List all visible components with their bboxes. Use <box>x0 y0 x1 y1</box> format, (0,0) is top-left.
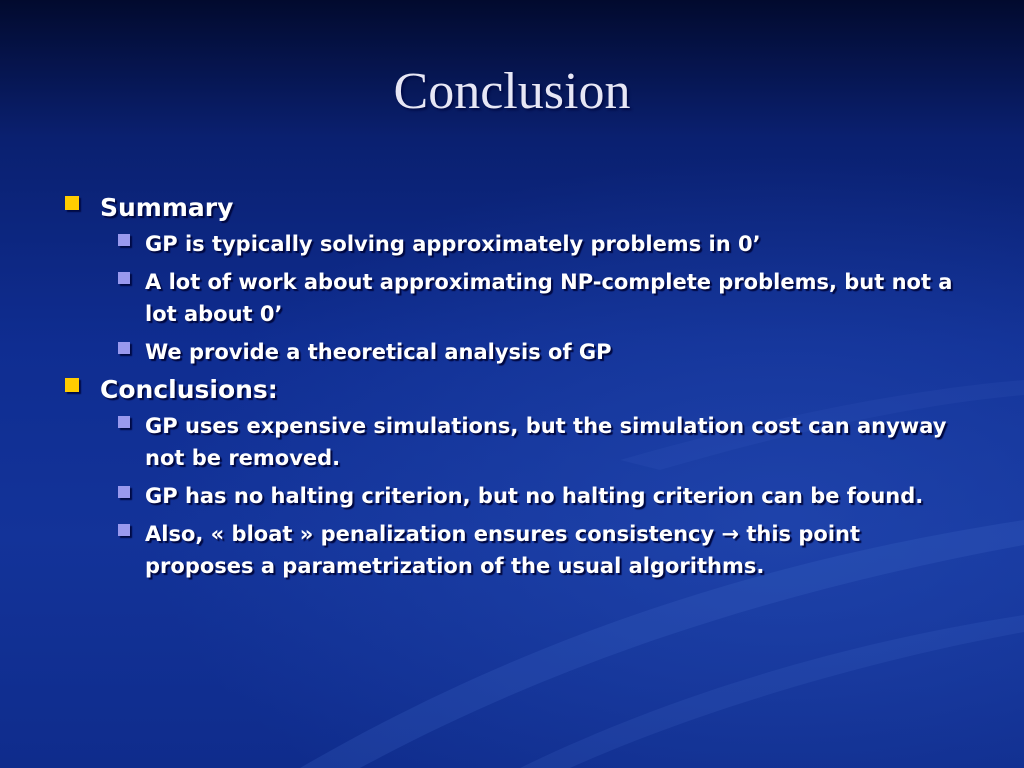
summary-list <box>116 228 962 368</box>
list-item-text: Also, « bloat » penalization ensures consistency → this point proposes a parametrization of the usual algorithms. <box>145 522 861 578</box>
list-item-text: A lot of work about approximating NP-complete problems, but not a lot about 0’ <box>145 270 953 326</box>
list-item-text: GP uses expensive simulations, but the simulation cost can anyway not be removed. <box>145 414 947 470</box>
list-item <box>116 266 955 330</box>
list-item <box>116 336 955 368</box>
square-bullet-icon <box>118 416 130 428</box>
square-bullet-icon <box>118 524 130 536</box>
square-bullet-icon <box>118 342 130 354</box>
section-heading-summary <box>62 192 962 224</box>
section-heading-label: Summary <box>100 193 234 222</box>
slide-content <box>62 192 962 588</box>
list-item-text: GP is typically solving approximately problems in 0’ <box>145 232 761 256</box>
list-item <box>116 410 955 474</box>
slide-title: Conclusion <box>393 63 631 120</box>
list-item-text: We provide a theoretical analysis of GP <box>145 340 612 364</box>
square-bullet-icon <box>118 272 130 284</box>
square-bullet-icon <box>65 196 79 210</box>
list-item <box>116 518 955 582</box>
square-bullet-icon <box>118 234 130 246</box>
section-heading-conclusions <box>62 374 962 406</box>
list-item <box>116 480 955 512</box>
section-heading-label: Conclusions: <box>100 375 278 404</box>
list-item-text: GP has no halting criterion, but no halting criterion can be found. <box>145 484 924 508</box>
square-bullet-icon <box>118 486 130 498</box>
square-bullet-icon <box>65 378 79 392</box>
conclusions-list <box>116 410 962 582</box>
list-item <box>116 228 955 260</box>
